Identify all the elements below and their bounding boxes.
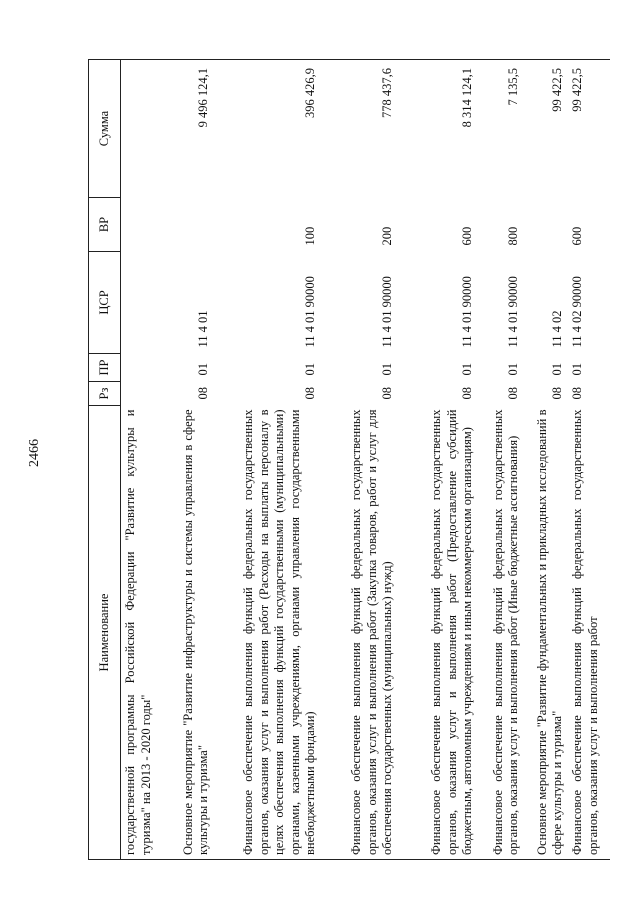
header-rz: Рз: [89, 382, 121, 406]
table-row: [524, 60, 568, 860]
row-name: Финансовое обеспечение выполнения функций федеральных государственных органов, оказания услуг и выполнения работ (Закупка товаров, работ и услуг для обеспечения государственных (муниципальных) нужд): [321, 406, 398, 860]
row-csr: 11 4 01: [196, 310, 211, 348]
row-vr: 600: [460, 226, 475, 246]
row-vr: [524, 198, 568, 252]
row-vr: [169, 198, 214, 252]
row-sum: 99 422,5: [524, 60, 568, 198]
row-vr: 200: [380, 226, 395, 246]
row-csr: 11 4 01 90000: [380, 276, 395, 348]
table-row: [568, 60, 610, 860]
page-number: 2466: [27, 439, 42, 467]
row-pr: 01: [550, 363, 565, 376]
header-pr: ПР: [89, 354, 121, 382]
row-vr: 800: [506, 226, 521, 246]
row-sum: 99 422,5: [568, 60, 610, 198]
row-csr: [121, 252, 170, 354]
row-pr: 01: [506, 363, 521, 376]
row-csr: 11 4 01 90000: [303, 276, 318, 348]
header-name: Наименование: [89, 406, 121, 860]
row-csr: 11 4 02 90000: [570, 276, 584, 348]
header-csr: ЦСР: [89, 252, 121, 354]
table-row: [121, 60, 170, 860]
row-name: государственной программы Российской Федерации "Развитие культуры и туризма" на 2013 - 2020 годы": [121, 406, 170, 860]
table-row: [398, 60, 478, 860]
budget-table: [88, 59, 610, 860]
table-row: [478, 60, 524, 860]
row-name: Финансовое обеспечение выполнения функций федеральных государственных органов, оказания услуг и выполнения работ (Иные бюджетные ассигнования): [478, 406, 524, 860]
row-sum: 8 314 124,1: [398, 60, 478, 198]
header-vr: ВР: [89, 198, 121, 252]
row-sum: 396 426,9: [214, 60, 321, 198]
row-pr: 01: [196, 363, 211, 376]
row-sum: 778 437,6: [321, 60, 398, 198]
row-csr: 11 4 02: [550, 310, 565, 348]
row-name: Основное мероприятие "Развитие инфраструктуры и системы управления в сфере культуры и туризма": [169, 406, 214, 860]
row-vr: [121, 198, 170, 252]
row-rz: 08: [303, 387, 318, 400]
row-name: Финансовое обеспечение выполнения функций федеральных государственных органов, оказания услуг и выполнения работ (Расходы на выплаты персоналу в целях обеспечения выполнения функций государственными (муниципальными) органами, казенными учреждениями, органами управления государственными внебюджетными фондами): [214, 406, 321, 860]
row-csr: 11 4 01 90000: [506, 276, 521, 348]
table-row: [169, 60, 214, 860]
row-pr: 01: [460, 363, 475, 376]
row-rz: 08: [550, 387, 565, 400]
row-pr: [121, 354, 170, 382]
row-name: Финансовое обеспечение выполнения функций федеральных государственных органов, оказания услуг и выполнения работ (Предоставление субсидий бюджетным, автономным учреждениям и иным некоммерческим организациям): [398, 406, 478, 860]
row-sum: 7 135,5: [478, 60, 524, 198]
row-sum: 9 496 124,1: [169, 60, 214, 198]
header-sum: Сумма: [89, 60, 121, 198]
row-vr: 100: [303, 226, 318, 246]
row-pr: 01: [303, 363, 318, 376]
row-sum: [121, 60, 170, 198]
row-pr: 01: [380, 363, 395, 376]
row-rz: 08: [570, 387, 584, 400]
row-rz: 08: [506, 387, 521, 400]
row-rz: 08: [380, 387, 395, 400]
row-name: Финансовое обеспечение выполнения функций федеральных государственных органов, оказания услуг и выполнения работ: [568, 406, 610, 860]
row-pr: 01: [570, 363, 584, 376]
table-header-row: [89, 60, 121, 860]
row-csr: 11 4 01 90000: [460, 276, 475, 348]
row-rz: [121, 382, 170, 406]
table-row: [321, 60, 398, 860]
rotated-page-content: [88, 60, 600, 860]
row-name: Основное мероприятие "Развитие фундаментальных и прикладных исследований в сфере культуры и туризма": [524, 406, 568, 860]
row-rz: 08: [196, 387, 211, 400]
table-row: [214, 60, 321, 860]
row-rz: 08: [460, 387, 475, 400]
row-vr: 600: [570, 226, 584, 246]
